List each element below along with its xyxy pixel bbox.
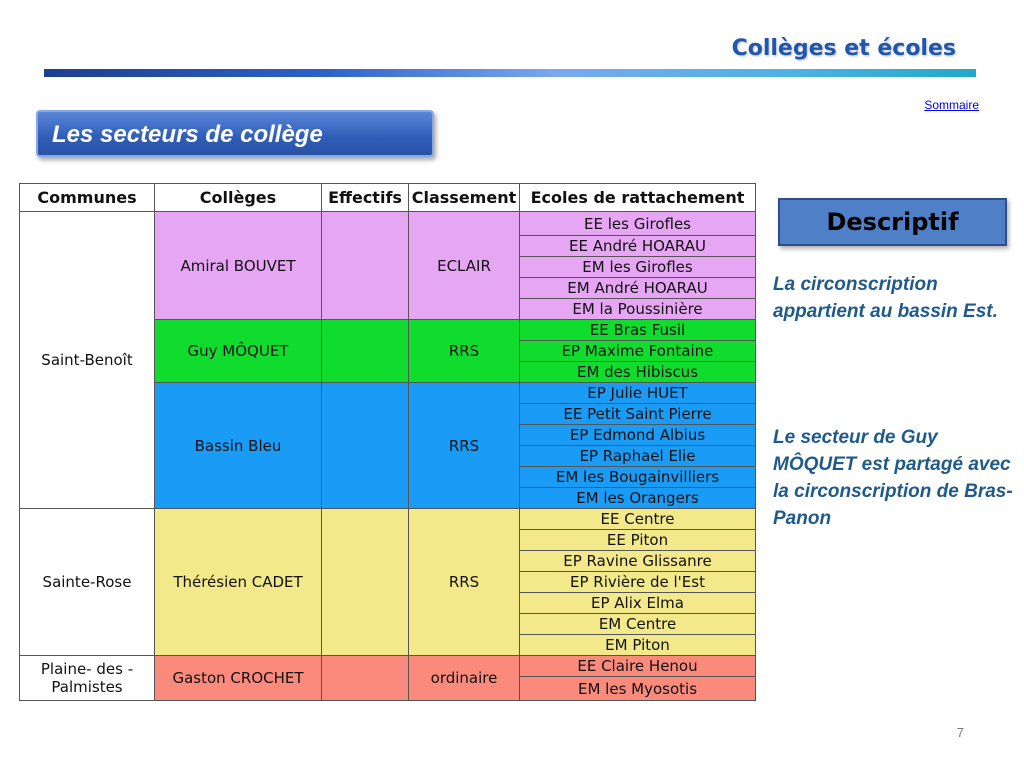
table-row [20,509,756,530]
commune-cell: Saint-Benoît [20,212,155,509]
classement-cell: RRS [409,509,520,656]
school-cell: EP Ravine Glissanre [520,551,756,572]
commune-cell: Sainte-Rose [20,509,155,656]
header-ecoles: Ecoles de rattachement [520,184,756,212]
section-title-box [36,110,434,157]
title-underline-bar [44,69,976,77]
header-effectifs: Effectifs [322,184,409,212]
school-cell: EP Raphael Elie [520,446,756,467]
school-cell: EM les Bougainvilliers [520,467,756,488]
effectifs-cell [322,509,409,656]
commune-cell: Plaine- des - Palmistes [20,656,155,701]
header-communes: Communes [20,184,155,212]
school-cell: EE Petit Saint Pierre [520,404,756,425]
sectors-table [19,183,756,701]
college-cell: Bassin Bleu [155,383,322,509]
header-classement: Classement [409,184,520,212]
school-cell: EM les Orangers [520,488,756,509]
school-cell: EM les Myosotis [520,677,756,701]
school-cell: EE André HOARAU [520,236,756,257]
school-cell: EM des Hibiscus [520,362,756,383]
school-cell: EM la Poussinière [520,299,756,320]
section-title: Les secteurs de collège [52,121,323,148]
effectifs-cell [322,383,409,509]
school-cell: EP Rivière de l'Est [520,572,756,593]
effectifs-cell [322,320,409,383]
school-cell: EE Centre [520,509,756,530]
classement-cell: RRS [409,320,520,383]
college-cell: Amiral BOUVET [155,212,322,320]
sommaire-link[interactable]: Sommaire [924,98,979,112]
school-cell: EM les Girofles [520,257,756,278]
college-cell: Gaston CROCHET [155,656,322,701]
school-cell: EP Alix Elma [520,593,756,614]
page-number: 7 [956,725,964,740]
school-cell: EP Edmond Albius [520,425,756,446]
school-cell: EM Piton [520,635,756,656]
school-cell: EM André HOARAU [520,278,756,299]
classement-cell: ECLAIR [409,212,520,320]
table-header-row [20,184,756,212]
description-paragraph-2: Le secteur de Guy MÔQUET est partagé avec la circonscription de Bras-Panon [773,427,1013,529]
effectifs-cell [322,656,409,701]
descriptif-button[interactable] [778,198,1007,246]
table-row [20,212,756,236]
description-paragraph-1: La circonscription appartient au bassin Est. [773,274,998,322]
header-colleges: Collèges [155,184,322,212]
effectifs-cell [322,212,409,320]
school-cell: EM Centre [520,614,756,635]
school-cell: EE Claire Henou [520,656,756,677]
classement-cell: RRS [409,383,520,509]
college-cell: Thérésien CADET [155,509,322,656]
classement-cell: ordinaire [409,656,520,701]
slide-title: Collèges et écoles [731,36,956,61]
table-row [20,656,756,677]
school-cell: EE Bras Fusil [520,320,756,341]
school-cell: EP Maxime Fontaine [520,341,756,362]
school-cell: EE Piton [520,530,756,551]
school-cell: EE les Girofles [520,212,756,236]
school-cell: EP Julie HUET [520,383,756,404]
descriptif-label: Descriptif [826,208,959,236]
college-cell: Guy MÔQUET [155,320,322,383]
